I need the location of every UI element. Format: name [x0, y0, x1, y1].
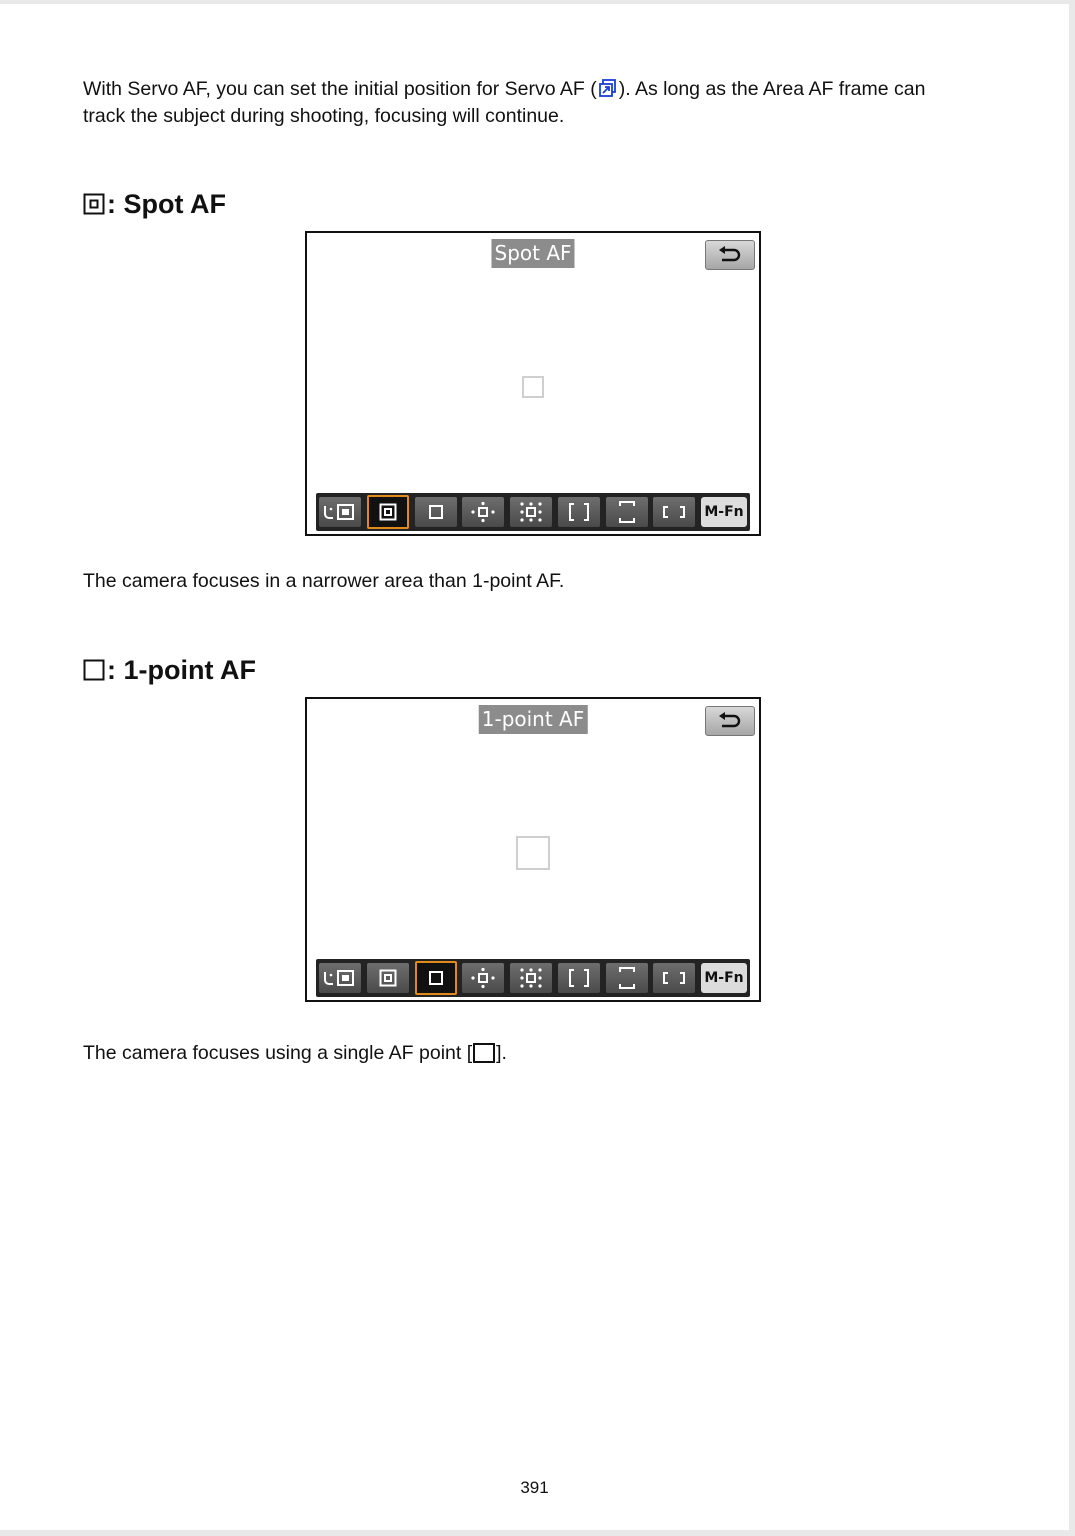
- 1-point-af-icon: [428, 970, 444, 986]
- intro-text-before: With Servo AF, you can set the initial position for Servo AF (: [83, 78, 597, 100]
- heading-text: : 1-point AF: [107, 655, 256, 685]
- intro-text-after: ). As long as the Area AF frame can track the subject during shooting, focusing will continue.: [83, 78, 926, 127]
- spot-af-icon: [83, 193, 105, 215]
- page-number: 391: [520, 1478, 549, 1497]
- af-method-toolbar: [316, 959, 750, 997]
- toolbar-face-tracking-button[interactable]: [319, 963, 361, 993]
- spot-af-icon: [379, 503, 397, 521]
- af-point-frame: [522, 376, 544, 398]
- spot-af-icon: [379, 969, 397, 987]
- toolbar-expand-around-button[interactable]: [510, 497, 552, 527]
- toolbar-1-point-af-button[interactable]: [415, 961, 457, 995]
- return-arrow-icon: [716, 245, 744, 265]
- toolbar-expand-around-button[interactable]: [510, 963, 552, 993]
- flexible-zone-1-icon: [568, 968, 590, 988]
- back-button[interactable]: [705, 240, 755, 270]
- heading-text: : Spot AF: [107, 189, 226, 219]
- expand-af-cross-icon: [470, 967, 496, 989]
- back-button[interactable]: [705, 706, 755, 736]
- toolbar-spot-af-button[interactable]: [367, 495, 409, 529]
- screen-title: 1-point AF: [479, 705, 588, 734]
- section-heading-1-point-af: [83, 654, 256, 686]
- toolbar-face-tracking-button[interactable]: [319, 497, 361, 527]
- expand-af-around-icon: [518, 967, 544, 989]
- toolbar-flexible-zone-1-button[interactable]: [558, 497, 600, 527]
- toolbar-spot-af-button[interactable]: [367, 963, 409, 993]
- toolbar-flexible-zone-3-button[interactable]: [653, 963, 695, 993]
- toolbar-flexible-zone-2-button[interactable]: [606, 497, 648, 527]
- flexible-zone-1-icon: [568, 502, 590, 522]
- intro-paragraph: [83, 76, 963, 130]
- face-tracking-icon: [323, 968, 357, 988]
- toolbar-mfn-button[interactable]: M-Fn: [701, 497, 747, 527]
- expand-af-cross-icon: [470, 501, 496, 523]
- toolbar-1-point-af-button[interactable]: [415, 497, 457, 527]
- 1-point-af-description: [83, 1040, 507, 1066]
- toolbar-flexible-zone-3-button[interactable]: [653, 497, 695, 527]
- screen-title: Spot AF: [491, 239, 574, 268]
- toolbar-expand-cross-button[interactable]: [462, 497, 504, 527]
- flexible-zone-2-icon: [617, 500, 637, 524]
- expand-af-around-icon: [518, 501, 544, 523]
- flexible-zone-3-icon: [662, 971, 686, 985]
- single-point-af-icon: [83, 659, 105, 681]
- camera-screen-spot-af: [305, 231, 761, 536]
- toolbar-flexible-zone-2-button[interactable]: [606, 963, 648, 993]
- toolbar-flexible-zone-1-button[interactable]: [558, 963, 600, 993]
- camera-screen-1-point-af: [305, 697, 761, 1002]
- flexible-zone-2-icon: [617, 966, 637, 990]
- af-method-toolbar: [316, 493, 750, 531]
- spot-af-description: The camera focuses in a narrower area than 1-point AF.: [83, 570, 565, 592]
- af-point-symbol-icon: [473, 1043, 495, 1063]
- 1-point-af-icon: [428, 504, 444, 520]
- flexible-zone-3-icon: [662, 505, 686, 519]
- link-arrow-icon[interactable]: [598, 78, 618, 98]
- manual-page: [0, 4, 1069, 1530]
- description-text-before: The camera focuses using a single AF point [: [83, 1042, 473, 1064]
- description-text-after: ].: [496, 1042, 507, 1064]
- toolbar-expand-cross-button[interactable]: [462, 963, 504, 993]
- return-arrow-icon: [716, 711, 744, 731]
- face-tracking-icon: [323, 502, 357, 522]
- section-heading-spot-af: [83, 188, 226, 220]
- toolbar-mfn-button[interactable]: M-Fn: [701, 963, 747, 993]
- af-point-frame: [516, 836, 550, 870]
